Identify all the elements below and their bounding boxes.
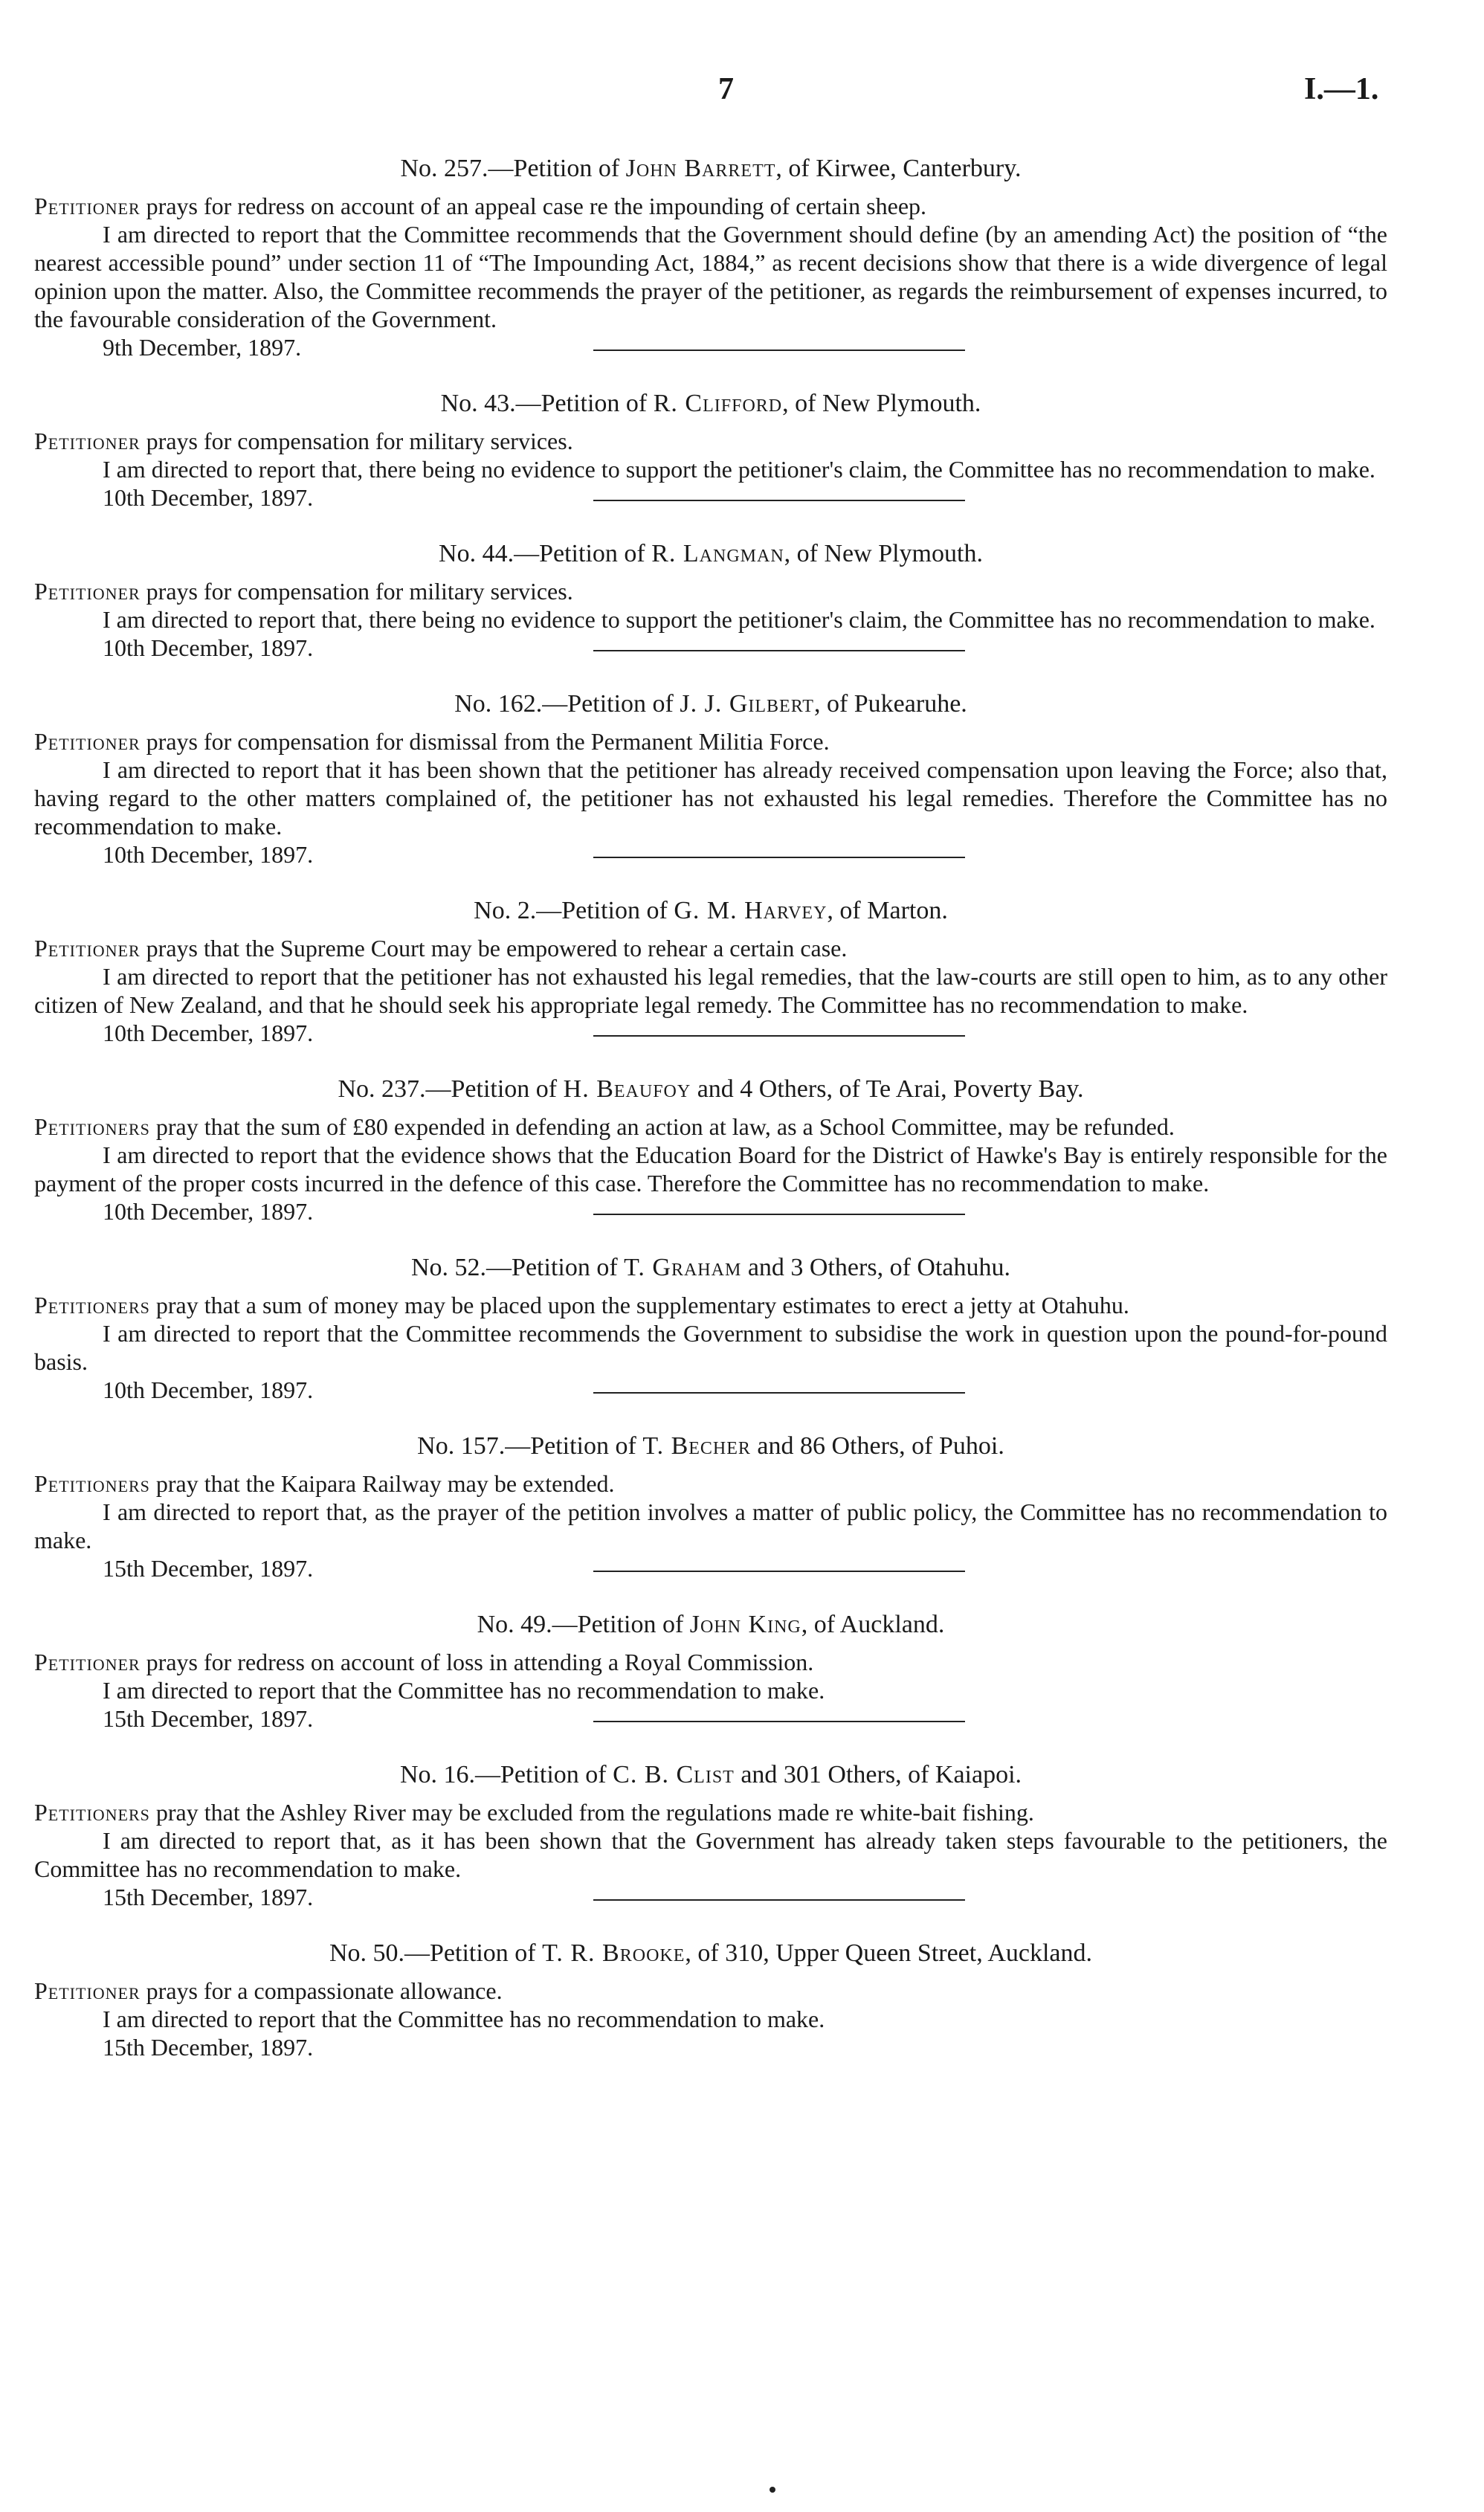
petition-title [34, 538, 1387, 570]
page-header [0, 71, 1484, 116]
spacer [34, 1911, 1387, 1938]
report-date-line [103, 840, 1387, 869]
petition-title [34, 1252, 1387, 1284]
petition-entry [34, 1074, 1387, 1252]
petition-number: No. 2.—Petition of [474, 897, 674, 924]
report-date-line [103, 1554, 1387, 1582]
petition-title [34, 1431, 1387, 1462]
prayer-text: pray that the sum of £80 expended in defending an action at law, as a School Committee, may be refunded. [149, 1113, 1175, 1140]
petition-prayer [34, 1798, 1387, 1826]
petition-prayer [34, 727, 1387, 756]
section-divider [593, 1214, 965, 1215]
page-number: 7 [718, 72, 734, 106]
petitions-list [34, 153, 1387, 2061]
committee-report: I am directed to report that, there being no evidence to support the petitioner's claim, the Committee has no recommendation to make. [103, 456, 1375, 483]
spacer [34, 662, 1387, 689]
committee-report: I am directed to report that, as the prayer of the petition involves a matter of public policy, the Committee has no recommendation to make. [34, 1498, 1387, 1553]
report-date: 15th December, 1897. [103, 2034, 314, 2061]
petition-title [34, 895, 1387, 927]
prayer-text: prays for redress on account of loss in attending a Royal Commission. [140, 1649, 814, 1675]
petition-number: No. 237.—Petition of [338, 1075, 564, 1103]
petition-entry [34, 689, 1387, 895]
report-date: 10th December, 1897. [103, 484, 314, 511]
prayer-text: prays for a compassionate allowance. [140, 1977, 503, 2004]
report-date: 10th December, 1897. [103, 1020, 314, 1046]
petitioner-name: T. R. Brooke [542, 1939, 685, 1967]
spacer [34, 1047, 1387, 1074]
prayer-lead: Petitioners [34, 1113, 150, 1140]
prayer-text: pray that a sum of money may be placed upon the supplementary estimates to erect a jetty at Otahuhu. [149, 1292, 1129, 1318]
petition-prayer [34, 1469, 1387, 1498]
prayer-lead: Petitioners [34, 1470, 150, 1497]
section-divider [593, 350, 965, 351]
petition-prayer [34, 1648, 1387, 1676]
section-divider [593, 1035, 965, 1037]
prayer-text: prays for compensation for military services. [140, 428, 573, 454]
spacer [34, 869, 1387, 895]
committee-report: I am directed to report that, there being no evidence to support the petitioner's claim, the Committee has no recommendation to make. [103, 606, 1375, 633]
prayer-lead: Petitioner [34, 1977, 141, 2004]
petition-title [34, 1938, 1387, 1969]
petition-entry [34, 1252, 1387, 1431]
committee-report: I am directed to report that the Committee recommends the Government to subsidise the work in question upon the pound-for-pound basis. [34, 1320, 1387, 1375]
petitioner-name: T. Becher [642, 1432, 751, 1460]
petition-prayer [34, 577, 1387, 605]
petition-locality: and 301 Others, of Kaiapoi. [734, 1761, 1022, 1788]
petition-number: No. 44.—Petition of [439, 540, 652, 567]
petition-entry [34, 153, 1387, 388]
report-date: 10th December, 1897. [103, 841, 314, 868]
committee-report: I am directed to report that it has been shown that the petitioner has already received compensation upon leaving the Force; also that, having regard to the other matters complained of, the petitioner has not exhausted his legal remedies. Therefore the Committee has no recommendation to make. [34, 756, 1387, 840]
page-mark [770, 2487, 775, 2493]
report-date: 15th December, 1897. [103, 1705, 314, 1732]
petition-entry [34, 895, 1387, 1074]
prayer-text: prays for compensation for military services. [140, 578, 573, 605]
prayer-text: pray that the Kaipara Railway may be extended. [149, 1470, 615, 1497]
petition-locality: , of New Plymouth. [784, 540, 983, 567]
committee-report: I am directed to report that the Committee has no recommendation to make. [103, 2006, 825, 2032]
petition-entry [34, 538, 1387, 689]
petition-entry [34, 1938, 1387, 2061]
petition-title [34, 153, 1387, 184]
petitioner-name: R. Langman [651, 540, 784, 567]
prayer-lead: Petitioner [34, 1649, 141, 1675]
prayer-lead: Petitioners [34, 1799, 150, 1826]
petition-title [34, 689, 1387, 720]
report-date-line [103, 1197, 1387, 1226]
petition-number: No. 49.—Petition of [477, 1611, 690, 1638]
spacer [34, 1404, 1387, 1431]
petitioner-name: G. M. Harvey [674, 897, 828, 924]
petitioner-name: John King [689, 1611, 801, 1638]
petition-locality: , of New Plymouth. [782, 390, 981, 417]
committee-report: I am directed to report that the Committee recommends that the Government should define (by an amending Act) the position of “the nearest accessible pound” under section 11 of “The Impounding Act, 1884,” as recent decisions show that there is a wide divergence of legal opinion upon the matter. Also, the Committee recommends the prayer of the petitioner, as regards the reimbursement of expenses incurred, to the favourable consideration of the Government. [34, 221, 1387, 332]
section-divider [593, 857, 965, 858]
prayer-lead: Petitioner [34, 578, 141, 605]
petition-number: No. 157.—Petition of [417, 1432, 643, 1460]
spacer [34, 1226, 1387, 1252]
spacer [34, 1582, 1387, 1609]
petition-prayer [34, 1112, 1387, 1141]
petitioner-name: C. B. Clist [613, 1761, 735, 1788]
spacer [34, 361, 1387, 388]
report-date: 10th December, 1897. [103, 1376, 314, 1403]
petition-number: No. 52.—Petition of [411, 1254, 625, 1281]
prayer-lead: Petitioners [34, 1292, 150, 1318]
petition-title [34, 1074, 1387, 1105]
petition-prayer [34, 1291, 1387, 1319]
petition-locality: , of Auckland. [801, 1611, 945, 1638]
section-divider [593, 1721, 965, 1722]
prayer-text: prays for redress on account of an appeal case re the impounding of certain sheep. [140, 193, 927, 219]
petitioner-name: John Barrett [625, 155, 776, 182]
report-date-line [103, 333, 1387, 361]
petition-title [34, 388, 1387, 419]
report-date: 10th December, 1897. [103, 634, 314, 661]
petition-locality: , of Pukearuhe. [813, 690, 967, 718]
committee-report: I am directed to report that, as it has been shown that the Government has already taken steps favourable to the petitioners, the Committee has no recommendation to make. [34, 1827, 1387, 1882]
section-divider [593, 1899, 965, 1901]
petition-locality: , of 310, Upper Queen Street, Auckland. [685, 1939, 1093, 1967]
petition-entry [34, 388, 1387, 538]
petition-prayer [34, 192, 1387, 220]
section-divider [593, 500, 965, 501]
committee-report: I am directed to report that the petitioner has not exhausted his legal remedies, that the law-courts are still open to him, as to any other citizen of New Zealand, and that he should seek his appropriate legal remedy. The Committee has no recommendation to make. [34, 963, 1387, 1018]
petition-number: No. 162.—Petition of [454, 690, 680, 718]
petition-prayer [34, 1977, 1387, 2005]
petition-entry [34, 1759, 1387, 1938]
petition-entry [34, 1431, 1387, 1609]
petition-prayer [34, 427, 1387, 455]
prayer-text: prays for compensation for dismissal from the Permanent Militia Force. [140, 728, 830, 755]
prayer-lead: Petitioner [34, 193, 141, 219]
report-date-line [103, 1704, 1387, 1733]
prayer-lead: Petitioner [34, 428, 141, 454]
petition-number: No. 16.—Petition of [399, 1761, 613, 1788]
prayer-text: pray that the Ashley River may be excluded from the regulations made re white-bait fishing. [149, 1799, 1034, 1826]
petitioner-name: H. Beaufoy [563, 1075, 691, 1103]
petition-title [34, 1609, 1387, 1640]
petitioner-name: R. Clifford [653, 390, 783, 417]
petitioner-name: J. J. Gilbert [680, 690, 814, 718]
report-date-line [103, 1019, 1387, 1047]
petition-number: No. 257.—Petition of [400, 155, 626, 182]
report-date-line [103, 1376, 1387, 1404]
petition-number: No. 50.—Petition of [329, 1939, 543, 1967]
prayer-lead: Petitioner [34, 728, 141, 755]
paper-reference: I.—1. [1304, 72, 1379, 106]
petition-locality: and 86 Others, of Puhoi. [750, 1432, 1004, 1460]
prayer-lead: Petitioner [34, 935, 141, 962]
petitioner-name: T. Graham [624, 1254, 742, 1281]
report-date: 15th December, 1897. [103, 1555, 314, 1582]
petition-number: No. 43.—Petition of [440, 390, 654, 417]
report-date-line [103, 634, 1387, 662]
report-date-line [103, 1883, 1387, 1911]
report-date: 10th December, 1897. [103, 1198, 314, 1225]
petition-locality: and 4 Others, of Te Arai, Poverty Bay. [691, 1075, 1084, 1103]
report-date-line [103, 2033, 1387, 2061]
petition-title [34, 1759, 1387, 1791]
committee-report: I am directed to report that the evidence shows that the Education Board for the District of Hawke's Bay is entirely responsible for the payment of the proper costs incurred in the defence of this case. Therefore the Committee has no recommendation to make. [34, 1141, 1387, 1197]
spacer [34, 512, 1387, 538]
report-date: 9th December, 1897. [103, 334, 302, 361]
petition-locality: , of Kirwee, Canterbury. [775, 155, 1022, 182]
petition-locality: , of Marton. [827, 897, 948, 924]
committee-report: I am directed to report that the Committee has no recommendation to make. [103, 1677, 825, 1704]
report-date-line [103, 483, 1387, 512]
section-divider [593, 1392, 965, 1394]
prayer-text: prays that the Supreme Court may be empowered to rehear a certain case. [140, 935, 848, 962]
spacer [34, 1733, 1387, 1759]
section-divider [593, 650, 965, 651]
report-date: 15th December, 1897. [103, 1884, 314, 1910]
petition-locality: and 3 Others, of Otahuhu. [741, 1254, 1010, 1281]
section-divider [593, 1571, 965, 1572]
petition-entry [34, 1609, 1387, 1759]
petition-prayer [34, 934, 1387, 962]
